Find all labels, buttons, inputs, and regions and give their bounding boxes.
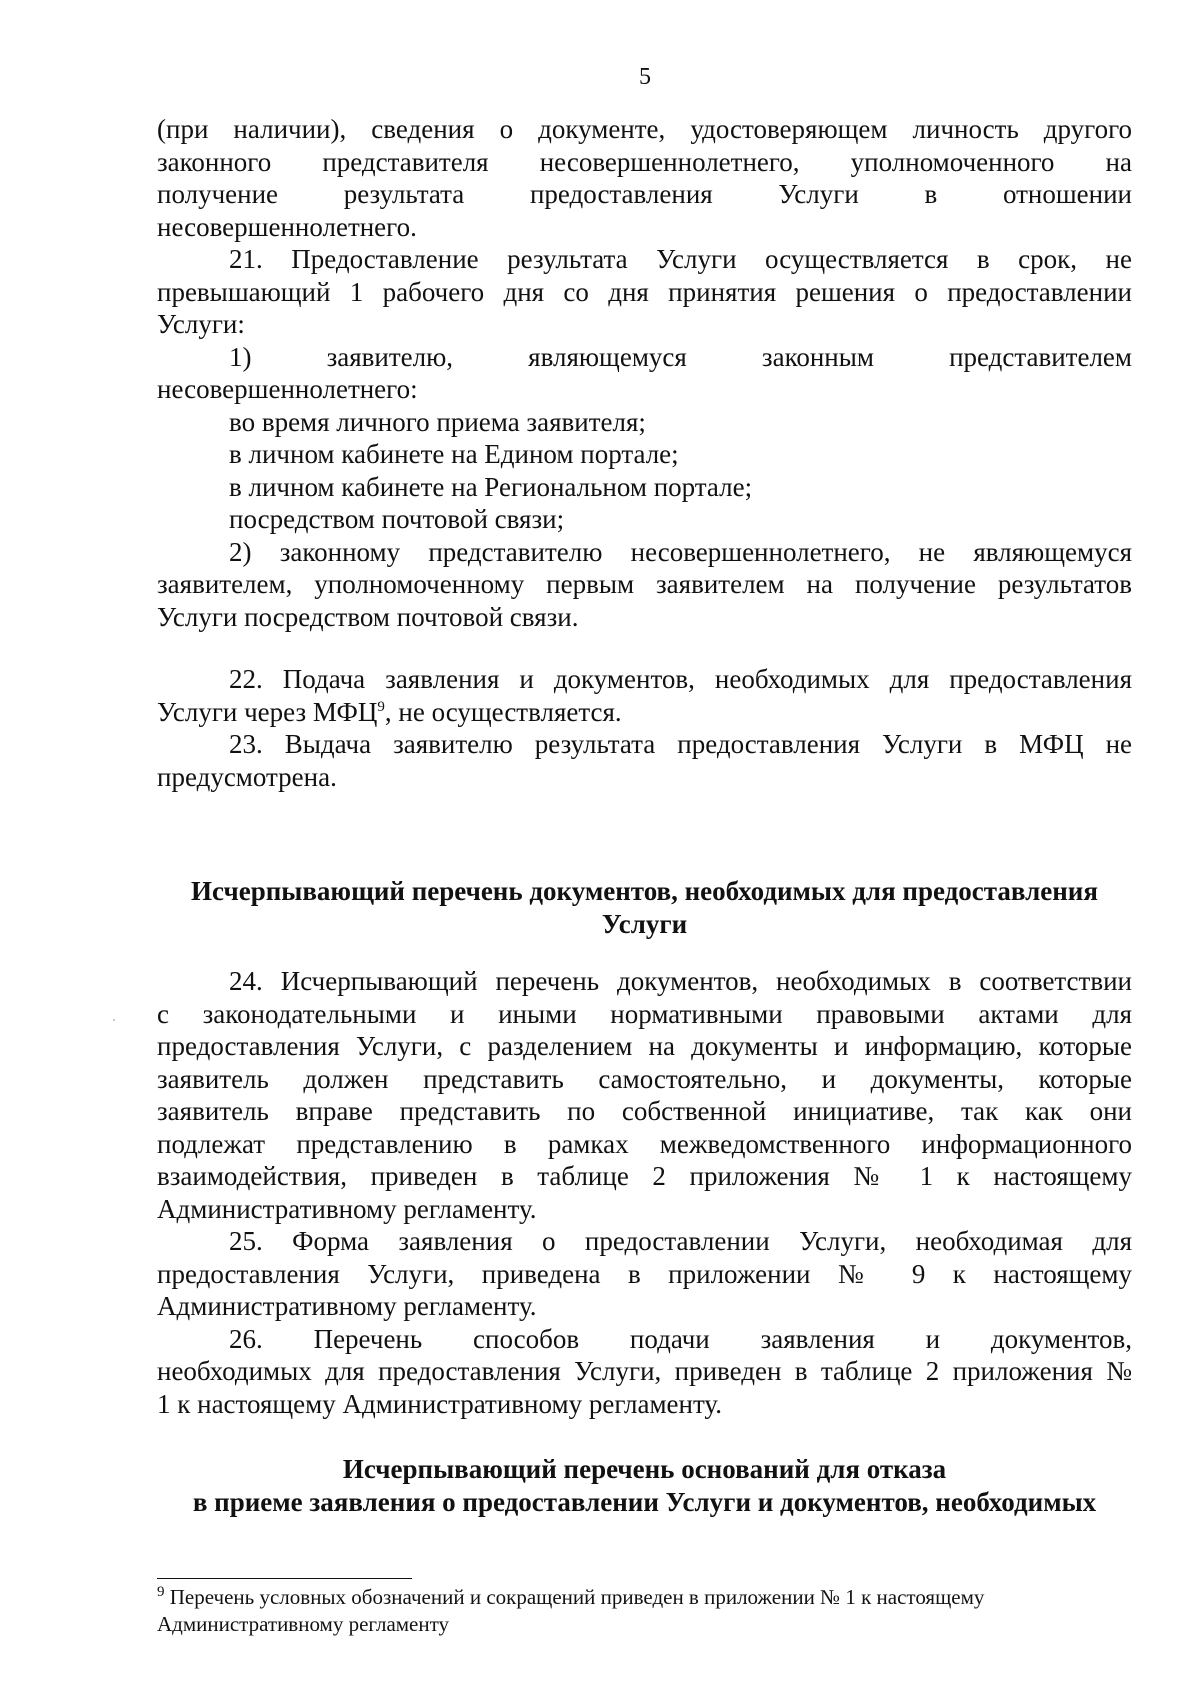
- p22-text: Услуги через МФЦ: [157, 696, 378, 727]
- text-line: подлежат представлению в рамках межведомственного информационного: [157, 1128, 1132, 1159]
- p22-text-end: , не осуществляется.: [384, 696, 622, 727]
- text-block-22-23: [157, 663, 1132, 793]
- paragraph-22-line: 22. Подача заявления и документов, необходимых для предоставления: [229, 664, 1132, 694]
- text-line: заявителем, уполномоченному первым заявителем на получение результатов: [157, 569, 1132, 599]
- list-subitem: в личном кабинете на Едином портале;: [229, 439, 679, 469]
- heading-line: в приеме заявления о предоставлении Услуги и документов, необходимых: [192, 1486, 1097, 1517]
- footnote-text: Перечень условных обозначений и сокращений приведен в приложении № 1 к настоящему: [164, 1585, 985, 1609]
- text-line: взаимодействия, приведен в таблице 2 приложения № 1 к настоящему: [157, 1161, 1132, 1191]
- footnote-marker: 9: [157, 1584, 165, 1600]
- heading-line: Исчерпывающий перечень оснований для отказа: [342, 1454, 947, 1484]
- text-line: превышающий 1 рабочего дня со дня принятия решения о предоставлении: [157, 276, 1132, 307]
- text-line: предусмотрена.: [157, 761, 337, 792]
- text-block-mid: [157, 965, 1132, 1420]
- text-line: несовершеннолетнего:: [157, 374, 418, 404]
- paragraph-24-line: 24. Исчерпывающий перечень документов, необходимых в соответствии: [229, 966, 1132, 996]
- text-line: Административному регламенту.: [157, 1291, 537, 1321]
- scan-speck: [113, 1019, 115, 1021]
- paragraph-25-line: 25. Форма заявления о предоставлении Услуги, необходимая для: [229, 1226, 1132, 1256]
- footnote-separator: [157, 1578, 412, 1579]
- heading-line: Услуги: [601, 908, 688, 939]
- paragraph-22-line: [157, 696, 1132, 729]
- footnote-ref: 9: [377, 698, 385, 715]
- page-number: 5: [639, 64, 651, 90]
- text-line: Административному регламенту.: [157, 1193, 537, 1224]
- paragraph-23-line: 23. Выдача заявителю результата предоставления Услуги в МФЦ не: [229, 729, 1132, 759]
- paragraph-26-line: 26. Перечень способов подачи заявления и документов,: [229, 1323, 1132, 1354]
- text-line: с законодательными и иными нормативными правовыми актами для: [157, 998, 1132, 1029]
- text-line: получение результата предоставления Услуги в отношении: [157, 179, 1132, 209]
- text-line: (при наличии), сведения о документе, удостоверяющем личность другого: [157, 114, 1132, 144]
- text-line: Услуги посредством почтовой связи.: [157, 601, 579, 632]
- section-heading: [157, 1453, 1132, 1518]
- section-heading: [157, 875, 1132, 940]
- list-item-1-line: 1) заявителю, являющемуся законным представителем: [229, 341, 1132, 372]
- list-item-2-line: 2) законному представителю несовершеннолетнего, не являющемуся: [229, 536, 1132, 567]
- text-line: предоставления Услуги, приведена в приложении № 9 к настоящему: [157, 1258, 1132, 1289]
- text-line: Услуги:: [157, 309, 245, 339]
- text-line: заявитель вправе представить по собственной инициативе, так как они: [157, 1096, 1132, 1126]
- footnote-line: Административному регламенту: [157, 1612, 450, 1636]
- list-subitem: во время личного приема заявителя;: [229, 406, 646, 437]
- text-line: несовершеннолетнего.: [157, 211, 417, 242]
- paragraph-21-line: 21. Предоставление результата Услуги осуществляется в срок, не: [229, 244, 1132, 274]
- list-subitem: в личном кабинете на Региональном портале;: [229, 471, 753, 502]
- text-line: необходимых для предоставления Услуги, приведен в таблице 2 приложения №: [157, 1356, 1132, 1386]
- text-line: заявитель должен представить самостоятельно, и документы, которые: [157, 1063, 1132, 1094]
- footnote-line: [157, 1584, 1132, 1611]
- text-line: законного представителя несовершеннолетнего, уполномоченного на: [157, 146, 1132, 177]
- text-line: предоставления Услуги, с разделением на документы и информацию, которые: [157, 1031, 1132, 1061]
- footnote: [157, 1584, 1132, 1638]
- heading-line: Исчерпывающий перечень документов, необходимых для предоставления: [191, 876, 1098, 906]
- list-subitem: посредством почтовой связи;: [229, 504, 565, 534]
- text-block-top: [157, 113, 1132, 633]
- text-line: 1 к настоящему Административному регламенту.: [157, 1388, 722, 1419]
